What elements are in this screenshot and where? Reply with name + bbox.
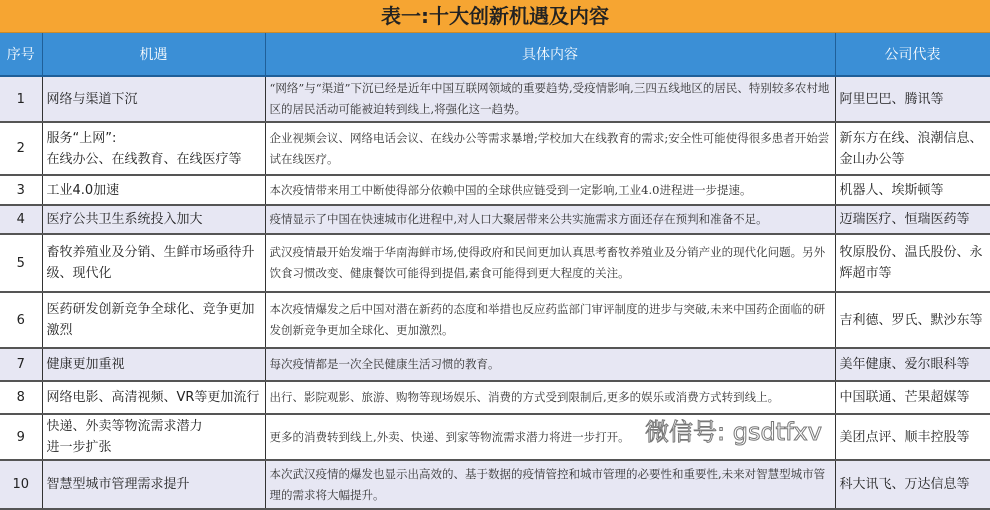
row-number: 8 xyxy=(0,381,42,414)
opportunity-cell: 网络与渠道下沉 xyxy=(42,76,265,122)
row-number: 3 xyxy=(0,175,42,205)
table-row xyxy=(0,122,990,175)
header-content: 具体内容 xyxy=(265,33,835,76)
opportunity-cell: 工业4.0加速 xyxy=(42,175,265,205)
row-number: 5 xyxy=(0,234,42,292)
opportunity-cell: 健康更加重视 xyxy=(42,348,265,381)
table-row xyxy=(0,175,990,205)
content-cell: 疫情显示了中国在快速城市化进程中,对人口大聚居带来公共实施需求方面还存在预判和准备不足。 xyxy=(265,205,835,234)
row-number: 1 xyxy=(0,76,42,122)
header-row xyxy=(0,33,990,76)
table-row xyxy=(0,381,990,414)
content-cell: 武汉疫情最开始发端于华南海鲜市场,使得政府和民间更加认真思考畜牧养殖业及分销产业的现代化问题。另外饮食习惯改变、健康餐饮可能得到提倡,素食可能得到更大程度的关注。 xyxy=(265,234,835,292)
table-row xyxy=(0,348,990,381)
header-no: 序号 xyxy=(0,33,42,76)
row-number: 9 xyxy=(0,414,42,460)
table-row xyxy=(0,205,990,234)
watermark: 微信号: gsdtfxv xyxy=(645,418,822,446)
opportunity-cell: 畜牧养殖业及分销、生鲜市场亟待升级、现代化 xyxy=(42,234,265,292)
companies-cell: 新东方在线、浪潮信息、金山办公等 xyxy=(835,122,990,175)
companies-cell: 阿里巴巴、腾讯等 xyxy=(835,76,990,122)
table-title: 表一:十大创新机遇及内容 xyxy=(0,0,990,33)
row-number: 6 xyxy=(0,292,42,348)
opportunity-cell: 智慧型城市管理需求提升 xyxy=(42,460,265,509)
companies-cell: 机器人、埃斯顿等 xyxy=(835,175,990,205)
content-cell: 更多的消费转到线上,外卖、快递、到家等物流需求潜力将进一步打开。 xyxy=(265,414,835,460)
opportunity-cell: 医药研发创新竞争全球化、竞争更加激烈 xyxy=(42,292,265,348)
header-companies: 公司代表 xyxy=(835,33,990,76)
row-number: 2 xyxy=(0,122,42,175)
row-number: 7 xyxy=(0,348,42,381)
companies-cell: 吉利德、罗氏、默沙东等 xyxy=(835,292,990,348)
content-cell: 本次武汉疫情的爆发也显示出高效的、基于数据的疫情管控和城市管理的必要性和重要性,未来对智慧型城市管理的需求将大幅提升。 xyxy=(265,460,835,509)
row-number: 10 xyxy=(0,460,42,509)
table-row xyxy=(0,234,990,292)
content-cell: 出行、影院观影、旅游、购物等现场娱乐、消费的方式受到限制后,更多的娱乐或消费方式转到线上。 xyxy=(265,381,835,414)
row-number: 4 xyxy=(0,205,42,234)
companies-cell: 美年健康、爱尔眼科等 xyxy=(835,348,990,381)
opportunity-cell: 服务“上网”: 在线办公、在线教育、在线医疗等 xyxy=(42,122,265,175)
table-row xyxy=(0,460,990,509)
content-cell: 每次疫情都是一次全民健康生活习惯的教育。 xyxy=(265,348,835,381)
content-cell: “网络”与“渠道”下沉已经是近年中国互联网领域的重要趋势,受疫情影响,三四五线地区的居民、特别较多农村地区的居民活动可能被迫转到线上,将强化这一趋势。 xyxy=(265,76,835,122)
table-row xyxy=(0,414,990,460)
companies-cell: 牧原股份、温氏股份、永辉超市等 xyxy=(835,234,990,292)
opportunity-cell: 网络电影、高清视频、VR等更加流行 xyxy=(42,381,265,414)
companies-cell: 科大讯飞、万达信息等 xyxy=(835,460,990,509)
opportunity-cell: 医疗公共卫生系统投入加大 xyxy=(42,205,265,234)
opportunity-cell: 快递、外卖等物流需求潜力 进一步扩张 xyxy=(42,414,265,460)
content-cell: 本次疫情爆发之后中国对潜在新药的态度和举措也反应药监部门审评制度的进步与突破,未来中国药企面临的研发创新竞争更加全球化、更加激烈。 xyxy=(265,292,835,348)
table-row xyxy=(0,292,990,348)
content-cell: 本次疫情带来用工中断使得部分依赖中国的全球供应链受到一定影响,工业4.0进程进一步提速。 xyxy=(265,175,835,205)
header-opportunity: 机遇 xyxy=(42,33,265,76)
opportunities-table xyxy=(0,33,990,510)
companies-cell: 迈瑞医疗、恒瑞医药等 xyxy=(835,205,990,234)
companies-cell: 中国联通、芒果超媒等 xyxy=(835,381,990,414)
content-cell: 企业视频会议、网络电话会议、在线办公等需求暴增;学校加大在线教育的需求;安全性可能使得很多患者开始尝试在线医疗。 xyxy=(265,122,835,175)
table-row xyxy=(0,76,990,122)
companies-cell: 美团点评、顺丰控股等 xyxy=(835,414,990,460)
